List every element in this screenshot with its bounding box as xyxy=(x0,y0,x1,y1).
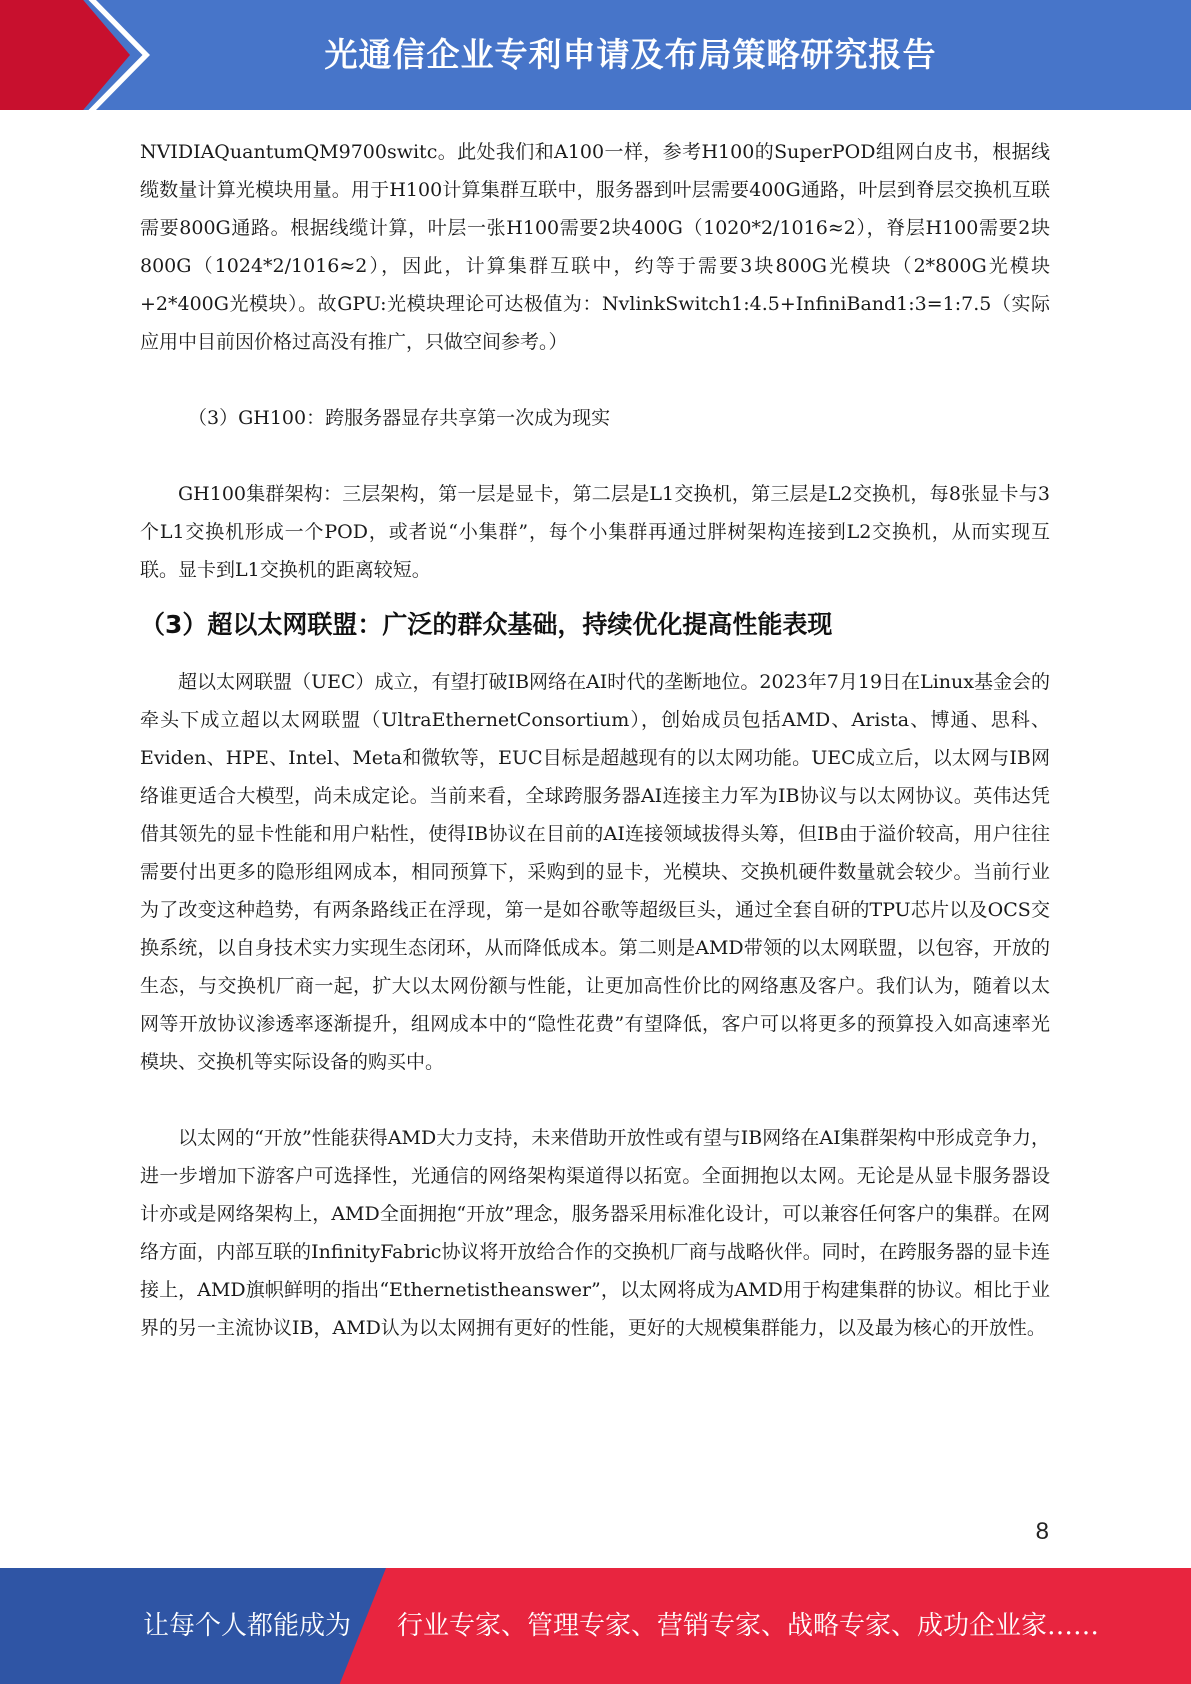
footer-slogan-left: 让每个人都能成为 xyxy=(143,1611,352,1641)
paragraph-uec-founding: 超以太网联盟（UEC）成立，有望打破IB网络在AI时代的垄断地位。2023年7月19日在Linux基金会的牵头下成立超以太网联盟（UltraEthernetConsortium），创始成员包括AMD、Arista、博通、思科、Eviden、HPE、Intel、Meta和微软等，EUC目标是超越现有的以太网功能。UEC成立后，以太网与IB网络谁更适合大模型，尚未成定论。当前来看，全球跨服务器AI连接主力军为IB协议与以太网协议。英伟达凭借其领先的显卡性能和用户粘性，使得IB协议在目前的AI连接领域拔得头筹，但IB由于溢价较高，用户往往需要付出更多的隐形组网成本，相同预算下，采购到的显卡，光模块、交换机硬件数量就会较少。当前行业为了改变这种趋势，有两条路线正在浮现，第一是如谷歌等超级巨头，通过全套自研的TPU芯片以及OCS交换系统，以自身技术实力实现生态闭环，从而降低成本。第二则是AMD带领的以太网联盟，以包容，开放的生态，与交换机厂商一起，扩大以太网份额与性能，让更加高性价比的网络惠及客户。我们认为，随着以太网等开放协议渗透率逐渐提升，组网成本中的“隐性花费”有望降低，客户可以将更多的预算投入如高速率光模块、交换机等实际设备的购买中。 xyxy=(140,671,1050,1073)
footer-slogan-right: 行业专家、管理专家、营销专家、战略专家、成功企业家…… xyxy=(397,1611,1100,1641)
subheading-gh100: （3）GH100：跨服务器显存共享第一次成为现实 xyxy=(188,407,611,429)
page-header xyxy=(0,0,1191,110)
paragraph-h100-optical-modules: NVIDIAQuantumQM9700switc。此处我们和A100一样，参考H100的SuperPOD组网白皮书，根据线缆数量计算光模块用量。用于H100计算集群互联中，服务器到叶层需要400G通路，叶层到脊层交换机互联需要800G通路。根据线缆计算，叶层一张H100需要2块400G（1020*2/1016≈2），脊层H100需要2块800G（1024*2/1016≈2），因此，计算集群互联中，约等于需要3块800G光模块（2*800G光模块+2*400G光模块）。故GPU:光模块理论可达极值为：NvlinkSwitch1:4.5+InfiniBand1:3=1:7.5（实际应用中目前因价格过高没有推广，只做空间参考。） xyxy=(140,141,1050,353)
report-title: 光通信企业专利申请及布局策略研究报告 xyxy=(324,35,937,74)
paragraph-spacer xyxy=(140,437,1050,475)
page-footer xyxy=(0,1568,1191,1684)
main-content xyxy=(140,133,1050,1347)
paragraph-amd-ethernet: 以太网的“开放”性能获得AMD大力支持，未来借助开放性或有望与IB网络在AI集群架构中形成竞争力，进一步增加下游客户可选择性，光通信的网络架构渠道得以拓宽。全面拥抱以太网。无论是从显卡服务器设计亦或是网络架构上，AMD全面拥抱“开放”理念，服务器采用标准化设计，可以兼容任何客户的集群。在网络方面，内部互联的InfinityFabric协议将开放给合作的交换机厂商与战略伙伴。同时，在跨服务器的显卡连接上，AMD旗帜鲜明的指出“Ethernetistheanswer”，以太网将成为AMD用于构建集群的协议。相比于业界的另一主流协议IB，AMD认为以太网拥有更好的性能，更好的大规模集群能力，以及最为核心的开放性。 xyxy=(140,1127,1050,1339)
paragraph-gh100-architecture: GH100集群架构：三层架构，第一层是显卡，第二层是L1交换机，第三层是L2交换机，每8张显卡与3个L1交换机形成一个POD，或者说“小集群”，每个小集群再通过胖树架构连接到L2交换机，从而实现互联。显卡到L1交换机的距离较短。 xyxy=(140,483,1050,581)
section-heading-ultra-ethernet: （3）超以太网联盟：广泛的群众基础，持续优化提高性能表现 xyxy=(140,610,833,639)
paragraph-spacer xyxy=(140,1081,1050,1119)
page-number: 8 xyxy=(1035,1518,1049,1545)
paragraph-spacer xyxy=(140,361,1050,399)
